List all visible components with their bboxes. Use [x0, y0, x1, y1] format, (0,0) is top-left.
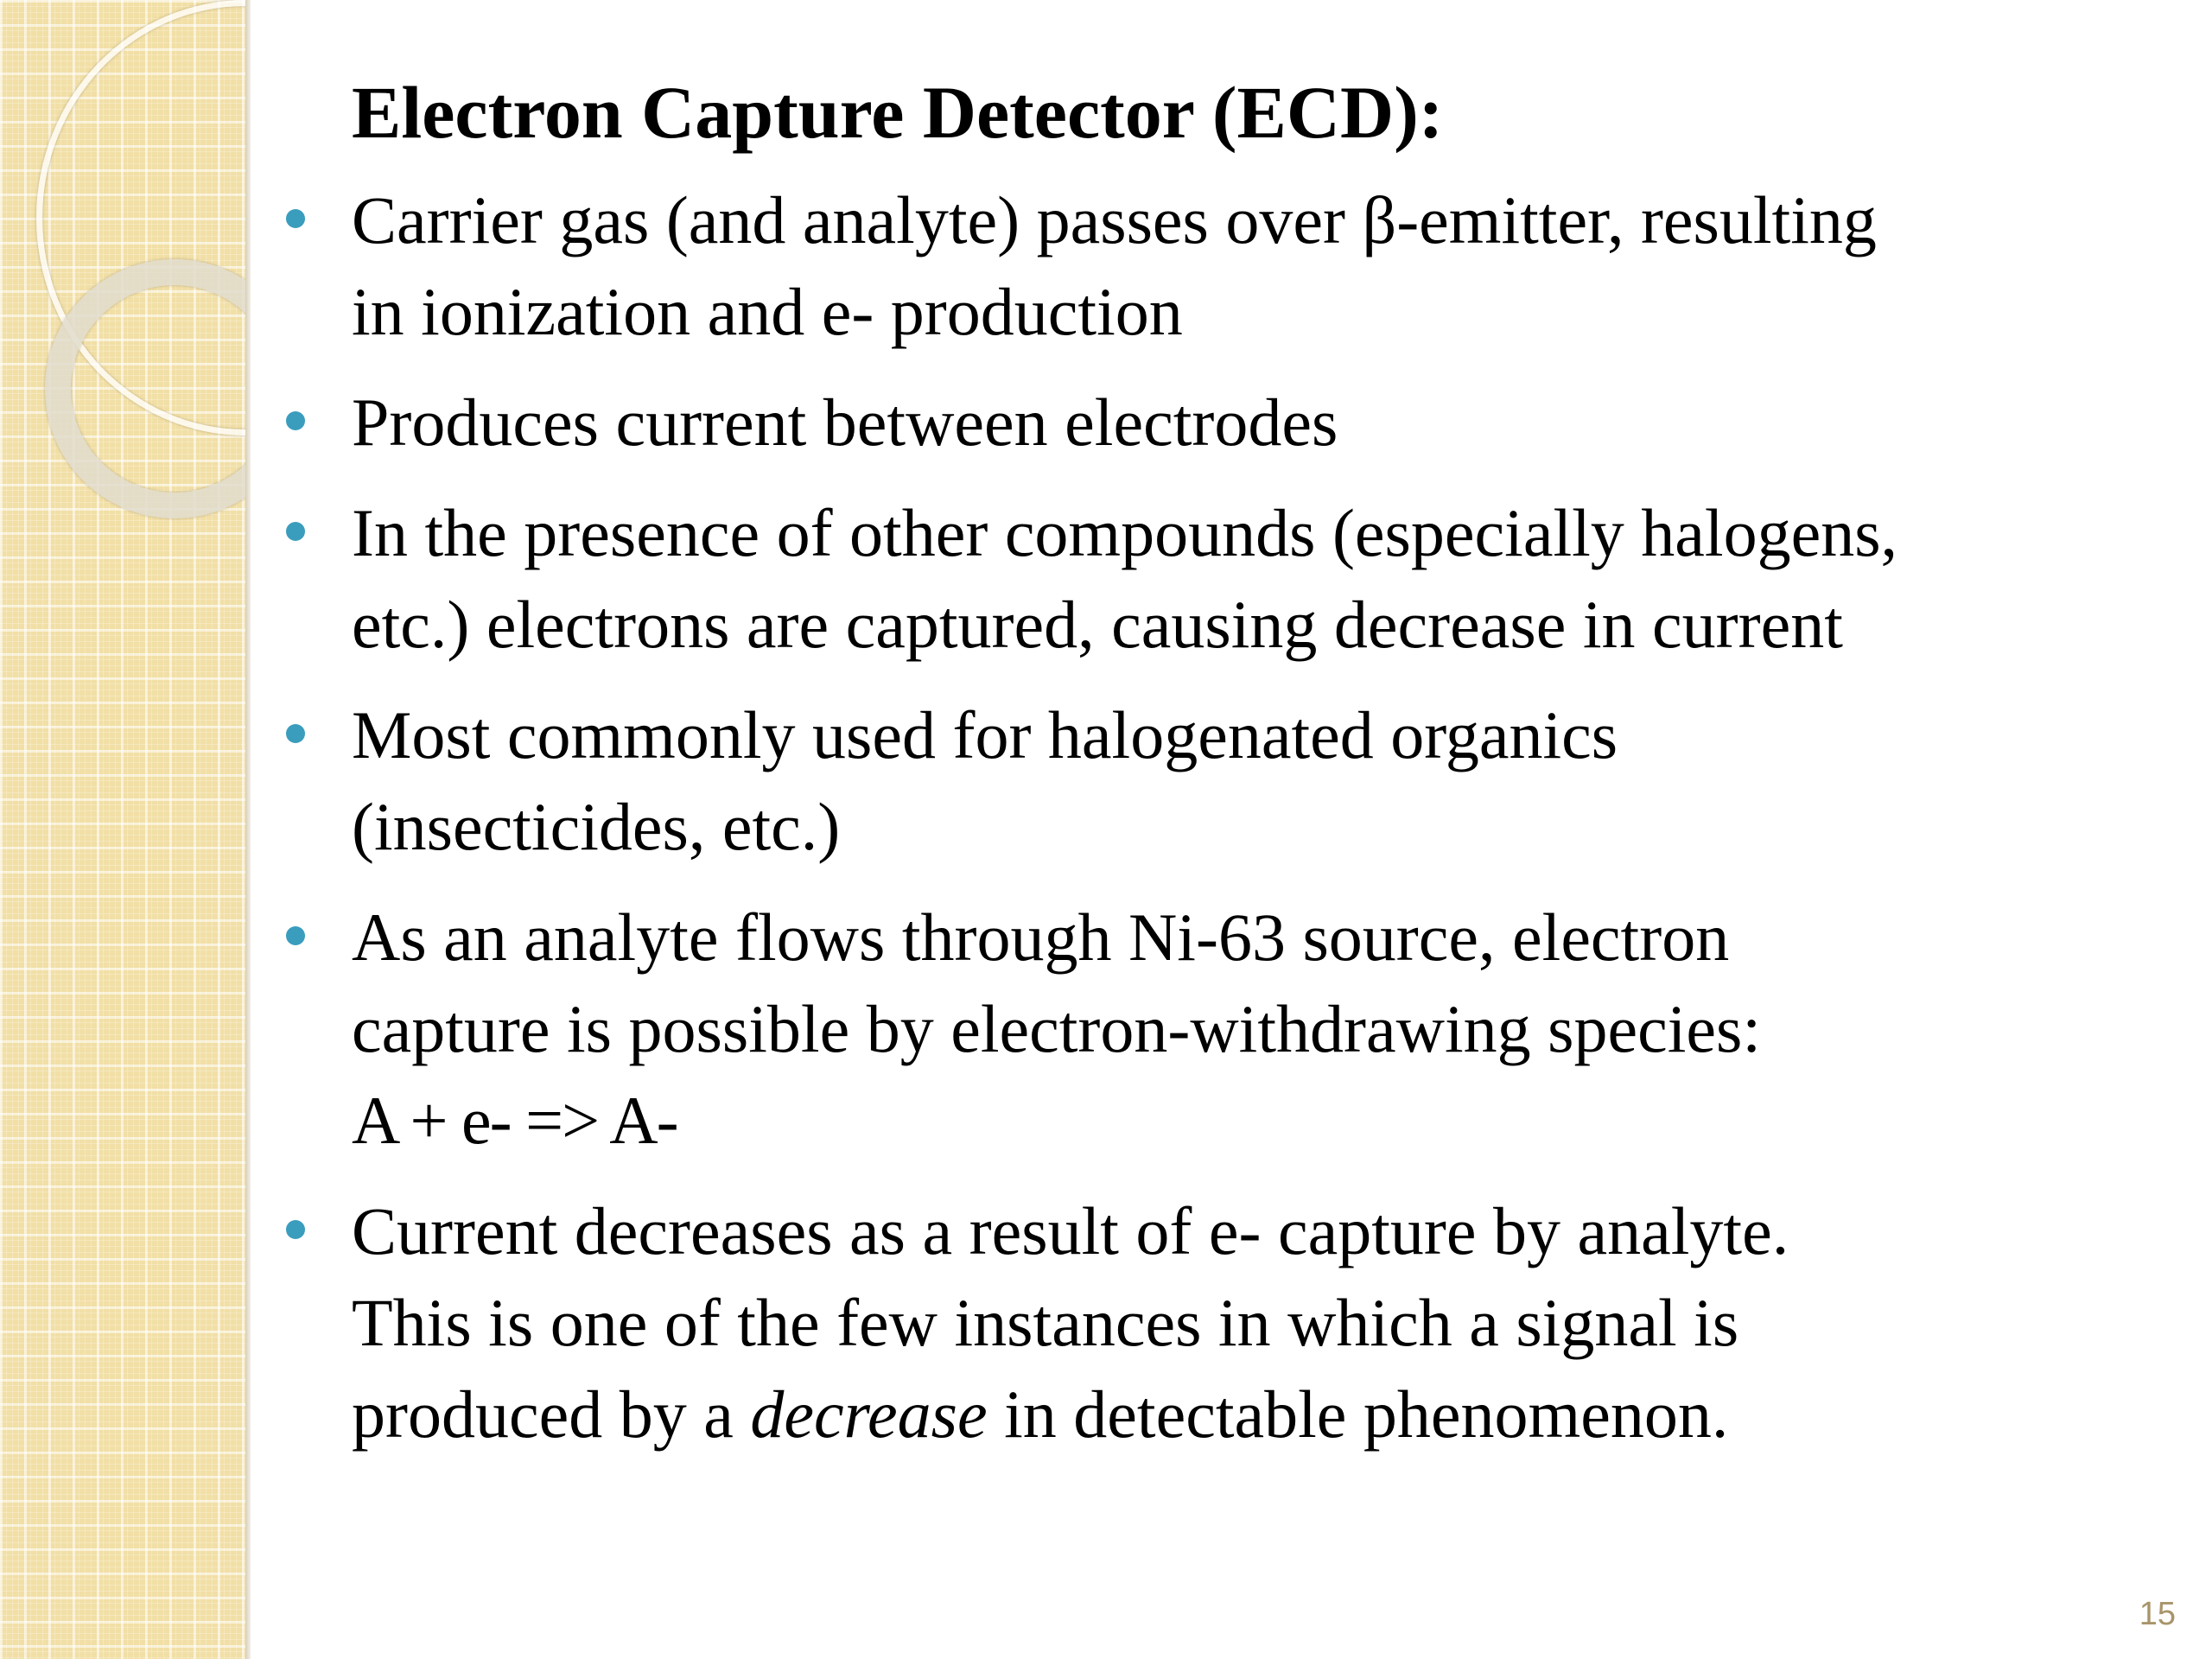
bullet-item: [352, 892, 2166, 1166]
slide-page-number: 15: [2139, 1596, 2176, 1632]
bullet-text-segment: produced by a: [352, 1376, 751, 1452]
bullet-dot-icon: [286, 1220, 305, 1239]
bullet-dot-icon: [286, 209, 305, 228]
side-band-edge: [245, 0, 251, 1659]
bullet-text-line: etc.) electrons are captured, causing decrease in current: [352, 587, 1843, 662]
bullet-text-line: in ionization and e- production: [352, 274, 1183, 349]
bullet-item: [352, 175, 2166, 358]
bullet-dot-icon: [286, 411, 305, 430]
bullet-text-line: As an analyte flows through Ni-63 source, electron: [352, 899, 1730, 975]
bullet-text-line: capture is possible by electron-withdrawing species:: [352, 991, 1762, 1066]
bullet-text-line: Carrier gas (and analyte) passes over β-emitter, resulting: [352, 182, 1877, 257]
bullet-item: [352, 1185, 2166, 1460]
bullet-item: [352, 487, 2166, 671]
bullet-text-line: In the presence of other compounds (especially halogens,: [352, 495, 1898, 570]
emphasized-word: decrease: [750, 1376, 988, 1452]
bullet-text-line: (insecticides, etc.): [352, 789, 841, 864]
bullet-dot-icon: [286, 522, 305, 541]
bullet-text-line: Produces current between electrodes: [352, 385, 1338, 460]
bullet-list: [352, 175, 2166, 1460]
reaction-equation: A + e- => A-: [352, 1083, 677, 1158]
slide-title: Electron Capture Detector (ECD):: [352, 71, 1444, 154]
bullet-text-line: Most commonly used for halogenated organics: [352, 697, 1618, 772]
bullet-dot-icon: [286, 724, 305, 743]
bullet-text-line: This is one of the few instances in which a signal is: [352, 1285, 1739, 1360]
bullet-text-line: [352, 1369, 2166, 1460]
bullet-item: [352, 377, 2166, 468]
bullet-dot-icon: [286, 926, 305, 945]
bullet-item: [352, 690, 2166, 873]
bullet-text-segment: in detectable phenomenon.: [987, 1376, 1729, 1452]
bullet-text-line: Current decreases as a result of e- capture by analyte.: [352, 1193, 1789, 1268]
decorative-side-band: [0, 0, 245, 1659]
slide-content: [352, 69, 2166, 1479]
